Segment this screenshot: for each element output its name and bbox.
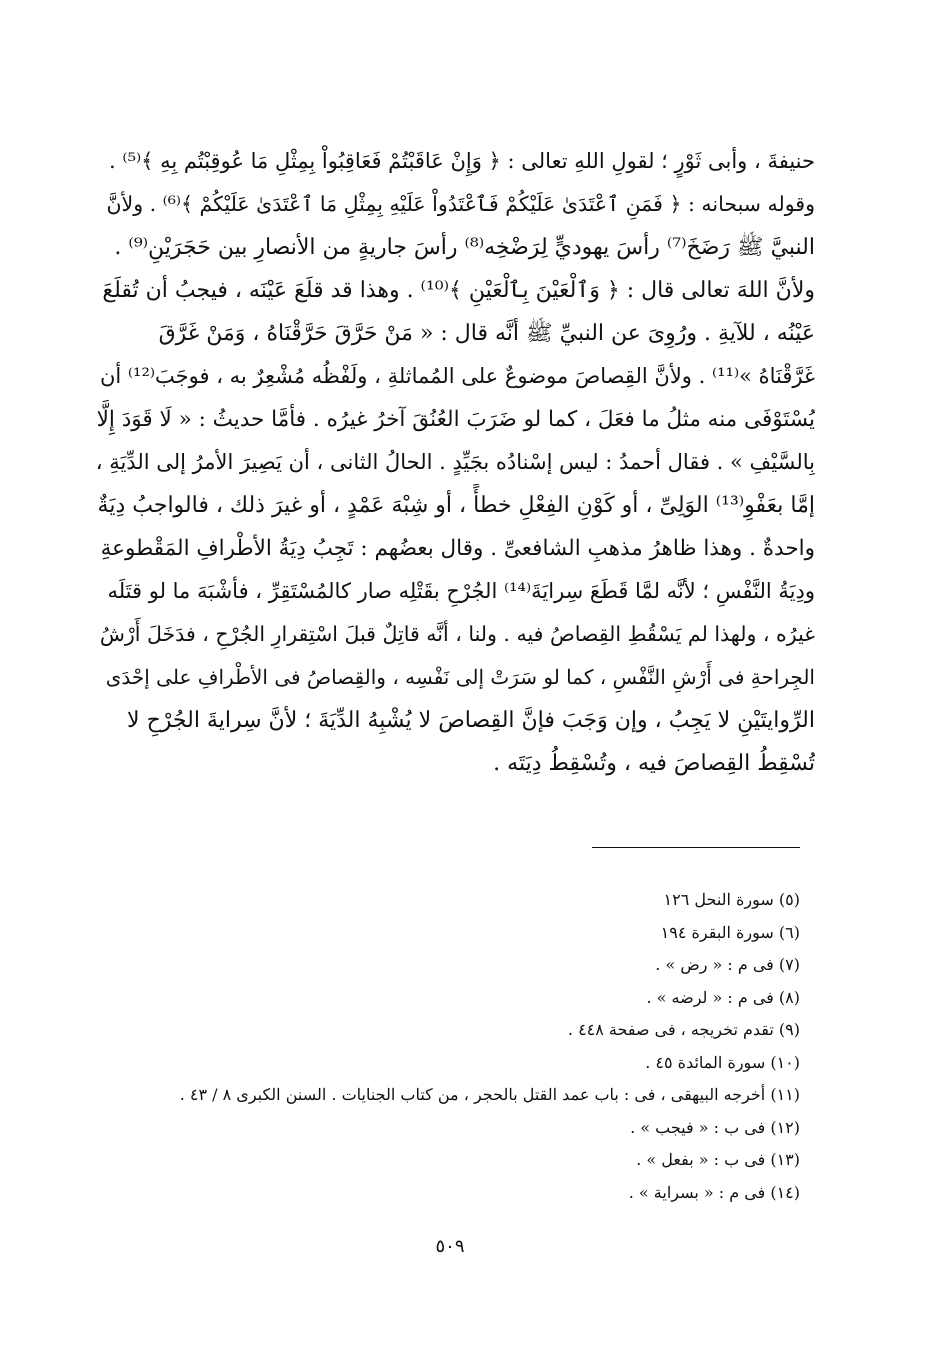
text-line: غيرُه ، ولهذا لم يَسْقُطِ القِصاصُ فيه . ولنا ، أنَّه قاتِلٌ قبلَ اسْتِقرارِ الجُرْحِ ، فدَخَلَ أَرْشُ	[99, 622, 815, 646]
footnote: (١٤) فى م : « بسراية » .	[628, 1182, 800, 1202]
footnote: (٥) سورة النحل ١٢٦	[663, 890, 800, 909]
text-line: تُسْقِطُ القِصاصَ فيه ، وتُسْقِطُ دِيَتَه .	[493, 751, 815, 776]
footnote-separator	[592, 847, 800, 848]
text-line: واحدةٌ . وهذا ظاهرُ مذهبِ الشافعىِّ . وقال بعضُهم : تَجِبُ دِيَةُ الأطْرافِ المَقْطوعةِ	[100, 536, 815, 561]
text-line: ودِيَةُ النَّفْسِ ؛ لأنَّه لمَّا قَطَعَ سِرايَةَ⁽¹⁴⁾ الجُرْحِ بقَتْلِه صار كالمُسْتَقِرِّ ، فأشْبَهَ ما لو قتَلَه	[107, 579, 815, 603]
text-line: وقوله سبحانه : ﴿ فَمَنِ ٱعْتَدَىٰ عَلَيْكُمْ فَٱعْتَدُواْ عَلَيْهِ بِمِثْلِ مَا ٱعْتَدَىٰ عَلَيْكُمْ ﴾⁽⁶⁾ . ولأنَّ	[106, 192, 815, 216]
footnote: (١٣) فى ب : « بفعل » .	[636, 1150, 800, 1169]
page-number: ٥٠٩	[435, 1236, 465, 1257]
text-line: إمَّا بعَفْوِ⁽¹³⁾ الوَلِىِّ ، أو كَوْنِ الفِعْلِ خطأً ، أو شِبْهَ عَمْدٍ ، أو غيرَ ذلك ، فالواجبُ دِيَةٌ	[97, 493, 815, 518]
text-line: يُسْتَوْفَى منه مثلُ ما فعَلَ ، كما لو ضَرَبَ العُنُقَ آخرُ غيرُه . فأمَّا حديثُ : « لَا قَوَدَ إِلَّا	[96, 407, 815, 432]
text-line: الرِّوايتَيْنِ لا يَجِبُ ، وإن وَجَبَ فإنَّ القِصاصَ لا يُشْبِهُ الدِّيَةَ ؛ لأنَّ سِرايةَ الجُرْحِ لا	[127, 708, 815, 733]
main-text	[95, 140, 815, 785]
text-line: ولأنَّ اللهَ تعالى قال : ﴿ وَٱلْعَيْنَ بِٱلْعَيْنِ ﴾⁽¹⁰⁾ . وهذا قد قلَعَ عَيْنَه ، فيجبُ أن تُقلَعَ	[102, 278, 815, 303]
footnotes	[120, 884, 800, 1209]
footnote: (٧) فى م : « رض » .	[655, 955, 800, 974]
footnote: (٦) سورة البقرة ١٩٤	[660, 922, 800, 942]
text-line: عَيْنُه ، للآيةِ . ورُوِىَ عن النبيِّ ﷺ أنَّه قال : « مَنْ حَرَّقَ حَرَّقْنَاهُ ، وَمَنْ غَرَّقَ	[158, 321, 815, 346]
text-line: بِالسَّيْفِ » . فقال أحمدُ : ليس إسْنادُه بجَيِّدٍ . الحالُ الثانى ، أن يَصِيرَ الأمرُ إلى الدِّيَةِ ،	[95, 450, 815, 474]
text-line: الجِراحةِ فى أَرْشِ النَّفْسِ ، كما لو سَرَتْ إلى نَفْسِه ، والقِصاصُ فى الأطْرافِ على إحْدَى	[105, 665, 815, 689]
footnote: (١٠) سورة المائدة ٤٥ .	[645, 1052, 800, 1072]
footnote: (١١) أخرجه البيهقى ، فى : باب عمد القتل بالحجر ، من كتاب الجنايات . السنن الكبرى ٨ / ٤٣ .	[179, 1085, 800, 1104]
text-line: النبيَّ ﷺ رَضَخَ⁽⁷⁾ رأسَ يهوديٍّ لِرَضْخِه⁽⁸⁾ رأسَ جاريةٍ من الأنصارِ بين حَجَرَيْنِ⁽⁹⁾ .	[114, 235, 815, 260]
footnote: (٨) فى م : « لرضه » .	[646, 987, 800, 1007]
footnote: (٩) تقدم تخريجه ، فى صفحة ٤٤٨ .	[567, 1020, 800, 1039]
footnote: (١٢) فى ب : « فيجب » .	[630, 1117, 800, 1137]
text-line: حنيفةَ ، وأبى ثَوْرٍ ؛ لقولِ اللهِ تعالى : ﴿ وَإِنْ عَاقَبْتُمْ فَعَاقِبُواْ بِمِثْلِ مَا عُوقِبْتُم بِهِ ﴾⁽⁵⁾ .	[109, 149, 815, 173]
text-line: غَرَّقْنَاهُ »⁽¹¹⁾ . ولأنَّ القِصاصَ موضوعٌ على المُماثلةِ ، ولَفْظُه مُشْعِرٌ به ، فوجَبَ⁽¹²⁾ أن	[99, 364, 815, 388]
